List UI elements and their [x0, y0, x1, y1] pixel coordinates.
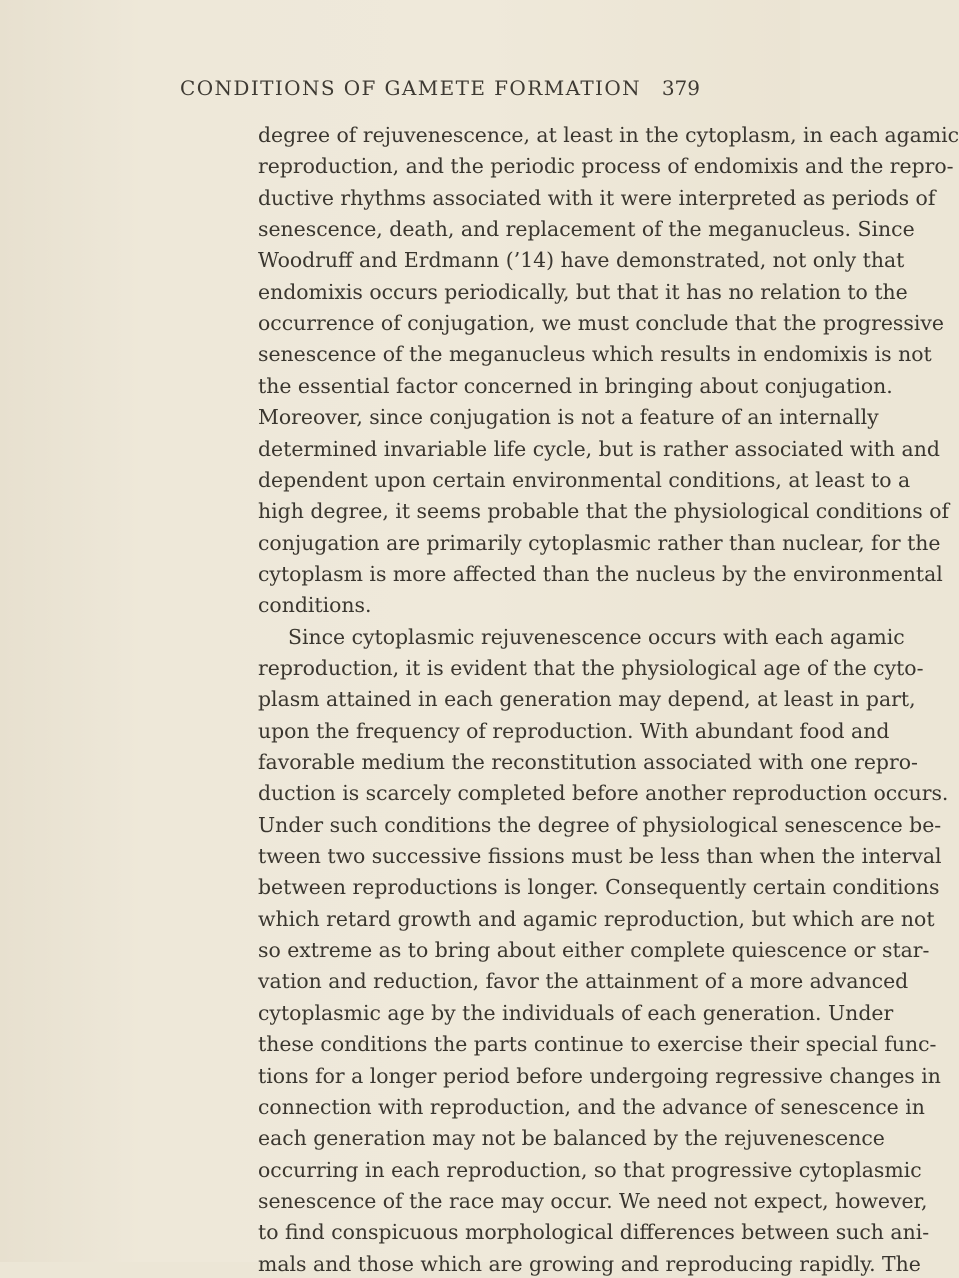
text-line: dependent upon certain environmental conditions, at least to a — [258, 467, 911, 492]
text-line: senescence of the meganucleus which results in endomixis is not — [258, 342, 932, 367]
text-line: senescence of the race may occur. We need not expect, however, — [258, 1188, 928, 1213]
text-line: between reproductions is longer. Consequently certain conditions — [258, 875, 940, 900]
text-line: each generation may not be balanced by the rejuvenescence — [258, 1126, 885, 1151]
text-line: these conditions the parts continue to exercise their special func- — [258, 1032, 937, 1057]
text-line: occurring in each reproduction, so that progressive cytoplasmic — [258, 1157, 922, 1182]
text-line: Woodruff and Erdmann (’14) have demonstrated, not only that — [258, 248, 905, 273]
text-line: Since cytoplasmic rejuvenescence occurs with each agamic — [288, 624, 905, 649]
text-line: so extreme as to bring about either complete quiescence or star- — [258, 938, 930, 963]
text-line: to find conspicuous morphological differences between such ani- — [258, 1220, 930, 1245]
text-line: the essential factor concerned in bringing about conjugation. — [258, 373, 893, 398]
text-line: Moreover, since conjugation is not a feature of an internally — [258, 405, 879, 430]
text-line: reproduction, and the periodic process of endomixis and the repro- — [258, 154, 954, 179]
text-line: connection with reproduction, and the advance of senescence in — [258, 1094, 925, 1119]
text-line: conjugation are primarily cytoplasmic rather than nuclear, for the — [258, 530, 941, 555]
text-line: reproduction, it is evident that the physiological age of the cyto- — [258, 655, 924, 680]
text-line: ductive rhythms associated with it were interpreted as periods of — [258, 185, 936, 210]
page-number: 379 — [661, 76, 700, 100]
running-header-title: CONDITIONS OF GAMETE FORMATION — [180, 76, 642, 100]
text-line: cytoplasmic age by the individuals of each generation. Under — [258, 1000, 894, 1025]
text-line: plasm attained in each generation may depend, at least in part, — [258, 687, 916, 712]
text-line: vation and reduction, favor the attainment of a more advanced — [258, 969, 909, 994]
text-line: Under such conditions the degree of physiological senescence be- — [258, 812, 942, 837]
text-line: which retard growth and agamic reproduction, but which are not — [258, 906, 935, 931]
text-line: upon the frequency of reproduction. With abundant food and — [258, 718, 890, 743]
text-line: favorable medium the reconstitution associated with one repro- — [258, 750, 918, 774]
running-header — [180, 76, 700, 106]
text-line: degree of rejuvenescence, at least in the cytoplasm, in each agamic — [258, 123, 959, 147]
text-line: determined invariable life cycle, but is rather associated with and — [258, 436, 940, 461]
text-line: duction is scarcely completed before another reproduction occurs. — [258, 781, 949, 806]
text-line: cytoplasm is more affected than the nucleus by the environmental — [258, 561, 943, 586]
text-line: tween two successive fissions must be less than when the interval — [258, 844, 942, 869]
text-line: conditions. — [258, 593, 372, 618]
text-line: high degree, it seems probable that the physiological conditions of — [258, 499, 950, 524]
text-line: mals and those which are growing and reproducing rapidly. The — [258, 1251, 921, 1276]
text-line: tions for a longer period before undergoing regressive changes in — [258, 1063, 941, 1088]
text-line: occurrence of conjugation, we must conclude that the progressive — [258, 311, 944, 336]
text-line: senescence, death, and replacement of the meganucleus. Since — [258, 217, 915, 242]
text-line: endomixis occurs periodically, but that it has no relation to the — [258, 279, 908, 304]
